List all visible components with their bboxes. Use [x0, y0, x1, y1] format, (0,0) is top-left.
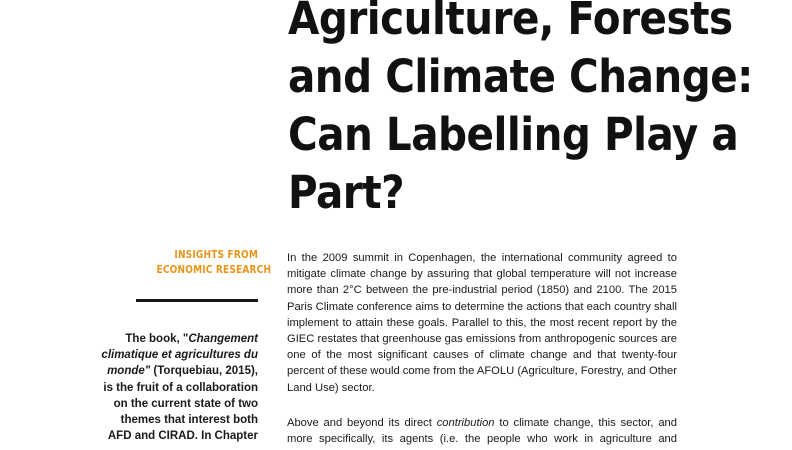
sidebar-text-line: AFD and CIRAD. In Chapter: [107, 430, 258, 443]
sidebar-text: [90, 331, 258, 444]
body-line: GIEC restates that greenhouse gas emissions from anthropogenic sources are: [287, 333, 677, 346]
body-paragraph-2: [287, 415, 677, 447]
body-paragraph-1: [287, 250, 677, 396]
body-text-italic: contribution: [436, 417, 495, 429]
body-line: Paris Climate conference aims to determine the actions that each country shall: [287, 300, 677, 313]
body-line: implement to attain these goals. Parallel to this, the most recent report by the: [287, 316, 677, 329]
sidebar-text-italic: climatique et agricultures du: [101, 349, 258, 362]
body-text-fragment: to climate change, this sector, and: [494, 417, 677, 429]
body-line: In the 2009 summit in Copenhagen, the international community agreed to: [287, 252, 677, 264]
body-line: [287, 415, 677, 431]
sidebar-divider: [136, 299, 258, 302]
sidebar-text-fragment: The book, ": [125, 333, 189, 345]
title-line: Can Labelling Play a: [288, 108, 739, 161]
sidebar-heading-line: INSIGHTS FROM: [174, 249, 258, 261]
sidebar-text-fragment: (Torquebiau, 2015),: [150, 365, 258, 378]
body-line: one of the most significant causes of climate change and that twenty-four: [287, 349, 677, 362]
body-text-fragment: Above and beyond its direct: [287, 417, 437, 429]
body-line: Land Use) sector.: [287, 381, 375, 394]
title-line: Part?: [288, 166, 405, 219]
sidebar-text-line: [90, 331, 258, 347]
sidebar-text-line: themes that interest both: [120, 414, 258, 427]
sidebar-text-italic: Changement: [188, 333, 258, 345]
title-line: and Climate Change:: [288, 50, 753, 103]
body-line: more specifically, its agents (i.e. the people who work in agriculture and: [287, 433, 677, 446]
title-line: Agriculture, Forests: [288, 0, 733, 45]
sidebar-text-italic: monde": [107, 365, 151, 378]
body-line: percent of these would come from the AFOLU (Agriculture, Forestry, and Other: [287, 365, 677, 378]
article-title: [288, 0, 758, 222]
sidebar-text-line: is the fruit of a collaboration: [103, 381, 258, 394]
sidebar-text-line: [90, 347, 258, 363]
body-line: mitigate climate change by assuring that global temperature will not increase: [287, 268, 677, 281]
sidebar-heading-line: ECONOMIC RESEARCH: [156, 264, 272, 276]
body-line: more than 2°C between the pre-industrial period (1850) and 2100. The 2015: [287, 284, 677, 297]
sidebar-text-line: on the current state of two: [113, 397, 258, 410]
sidebar-text-line: [90, 363, 258, 379]
sidebar-heading: [156, 248, 272, 278]
